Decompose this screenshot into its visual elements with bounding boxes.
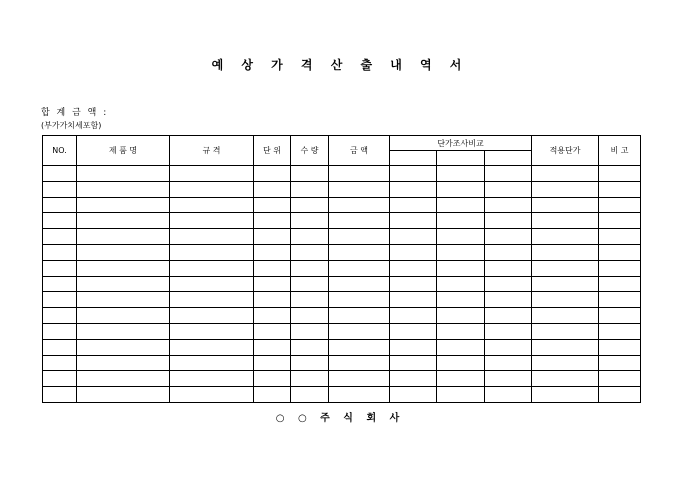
table-cell [254,229,291,245]
table-cell [77,292,170,308]
table-cell [291,181,329,197]
table-cell [437,181,485,197]
table-cell [43,355,77,371]
table-cell [77,276,170,292]
table-cell [485,244,532,260]
table-cell [254,197,291,213]
table-cell [254,244,291,260]
table-row [43,387,641,403]
table-cell [329,213,390,229]
table-cell [43,181,77,197]
table-cell [437,323,485,339]
table-row [43,339,641,355]
table-cell [43,292,77,308]
table-cell [485,229,532,245]
table-cell [437,387,485,403]
table-cell [291,213,329,229]
table-cell [77,387,170,403]
table-cell [485,197,532,213]
table-cell [599,260,641,276]
table-cell [77,355,170,371]
table-cell [43,323,77,339]
table-row [43,181,641,197]
table-cell [390,276,437,292]
table-cell [485,308,532,324]
table-cell [532,229,599,245]
table-cell [329,166,390,182]
table-cell [77,339,170,355]
table-row [43,244,641,260]
table-cell [77,260,170,276]
table-cell [77,181,170,197]
table-cell [254,181,291,197]
table-cell [43,276,77,292]
table-cell [43,197,77,213]
table-row [43,308,641,324]
table-cell [599,229,641,245]
table-cell [485,339,532,355]
table-cell [291,355,329,371]
table-cell [390,339,437,355]
table-cell [532,166,599,182]
table-cell [437,371,485,387]
table-cell [390,292,437,308]
table-cell [390,355,437,371]
table-cell [532,213,599,229]
table-cell [43,213,77,229]
table-cell [390,197,437,213]
table-cell [532,260,599,276]
table-cell [170,355,254,371]
table-cell [77,323,170,339]
vat-included-note: (부가가치세포함) [41,121,102,130]
table-row [43,371,641,387]
table-cell [170,213,254,229]
table-cell [291,197,329,213]
table-cell [485,181,532,197]
table-cell [170,166,254,182]
table-cell [77,371,170,387]
table-cell [170,244,254,260]
table-row [43,260,641,276]
table-cell [170,387,254,403]
header-price-compare-sub-2 [437,151,485,166]
table-cell [485,276,532,292]
table-row [43,197,641,213]
table-cell [254,276,291,292]
table-cell [532,323,599,339]
total-amount-label: 합 계 금 액 : [41,108,109,118]
header-unit: 단 위 [254,136,291,166]
table-cell [254,387,291,403]
table-cell [532,292,599,308]
table-cell [43,229,77,245]
table-cell [329,387,390,403]
table-cell [532,387,599,403]
table-cell [43,260,77,276]
table-cell [329,276,390,292]
header-note: 비 고 [599,136,641,166]
table-cell [437,276,485,292]
table-cell [291,371,329,387]
table-cell [437,339,485,355]
table-cell [329,339,390,355]
header-spec: 규 격 [170,136,254,166]
table-cell [254,339,291,355]
table-cell [291,308,329,324]
table-cell [170,276,254,292]
table-cell [77,308,170,324]
table-cell [599,323,641,339]
header-no: NO. [43,136,77,166]
table-cell [532,371,599,387]
table-cell [485,371,532,387]
table-cell [532,244,599,260]
table-cell [437,197,485,213]
table-cell [390,260,437,276]
table-cell [437,166,485,182]
table-row [43,229,641,245]
table-cell [254,323,291,339]
table-cell [532,339,599,355]
table-cell [254,308,291,324]
header-amount: 금 액 [329,136,390,166]
table-cell [170,323,254,339]
table-cell [291,387,329,403]
company-name: ○ ○ 주 식 회 사 [275,413,405,424]
table-cell [291,260,329,276]
estimate-table-body [43,166,641,403]
table-cell [329,355,390,371]
table-cell [77,229,170,245]
table-cell [485,323,532,339]
table-cell [170,197,254,213]
header-price-comparison: 단가조사비교 [390,136,532,151]
table-cell [329,244,390,260]
table-cell [599,355,641,371]
table-cell [254,260,291,276]
table-cell [329,371,390,387]
table-cell [329,323,390,339]
table-cell [390,181,437,197]
table-cell [329,197,390,213]
table-cell [599,371,641,387]
table-cell [485,260,532,276]
estimate-table [42,135,641,403]
table-cell [599,244,641,260]
table-cell [77,213,170,229]
header-price-compare-sub-3 [485,151,532,166]
table-cell [532,276,599,292]
table-cell [532,308,599,324]
table-cell [77,166,170,182]
header-quantity: 수 량 [291,136,329,166]
table-cell [329,229,390,245]
table-cell [390,323,437,339]
table-cell [291,166,329,182]
table-cell [329,308,390,324]
table-cell [390,244,437,260]
table-cell [291,229,329,245]
table-cell [532,355,599,371]
table-row [43,355,641,371]
table-cell [390,308,437,324]
table-cell [599,166,641,182]
table-cell [390,387,437,403]
table-cell [170,181,254,197]
table-cell [254,166,291,182]
table-row [43,166,641,182]
table-cell [291,276,329,292]
table-cell [329,181,390,197]
table-cell [485,387,532,403]
table-cell [254,355,291,371]
table-cell [43,308,77,324]
table-cell [77,244,170,260]
table-row [43,213,641,229]
table-cell [170,292,254,308]
table-row [43,292,641,308]
header-applied-price: 적용단가 [532,136,599,166]
table-cell [43,339,77,355]
table-cell [170,260,254,276]
table-cell [599,387,641,403]
table-cell [329,260,390,276]
header-price-compare-sub-1 [390,151,437,166]
table-cell [291,339,329,355]
table-cell [532,197,599,213]
table-cell [437,229,485,245]
table-cell [485,292,532,308]
table-cell [43,166,77,182]
table-cell [254,292,291,308]
table-cell [599,276,641,292]
table-cell [437,213,485,229]
table-row [43,323,641,339]
table-cell [437,244,485,260]
table-cell [599,197,641,213]
table-cell [390,371,437,387]
table-cell [170,339,254,355]
table-cell [437,260,485,276]
table-cell [291,292,329,308]
table-cell [170,371,254,387]
table-cell [77,197,170,213]
table-cell [437,355,485,371]
table-cell [43,244,77,260]
table-cell [43,387,77,403]
table-cell [437,308,485,324]
table-cell [599,213,641,229]
table-cell [170,308,254,324]
table-cell [43,371,77,387]
table-cell [485,355,532,371]
table-cell [291,244,329,260]
table-cell [599,339,641,355]
table-cell [254,213,291,229]
table-cell [599,292,641,308]
table-cell [390,229,437,245]
table-cell [254,371,291,387]
table-cell [437,292,485,308]
table-cell [532,181,599,197]
table-cell [170,229,254,245]
table-cell [485,213,532,229]
table-cell [329,292,390,308]
table-cell [390,166,437,182]
table-row [43,276,641,292]
table-cell [599,181,641,197]
table-cell [485,166,532,182]
table-cell [390,213,437,229]
header-product-name: 제 품 명 [77,136,170,166]
table-cell [291,323,329,339]
table-cell [599,308,641,324]
document-title: 예 상 가 격 산 출 내 역 서 [211,58,469,72]
